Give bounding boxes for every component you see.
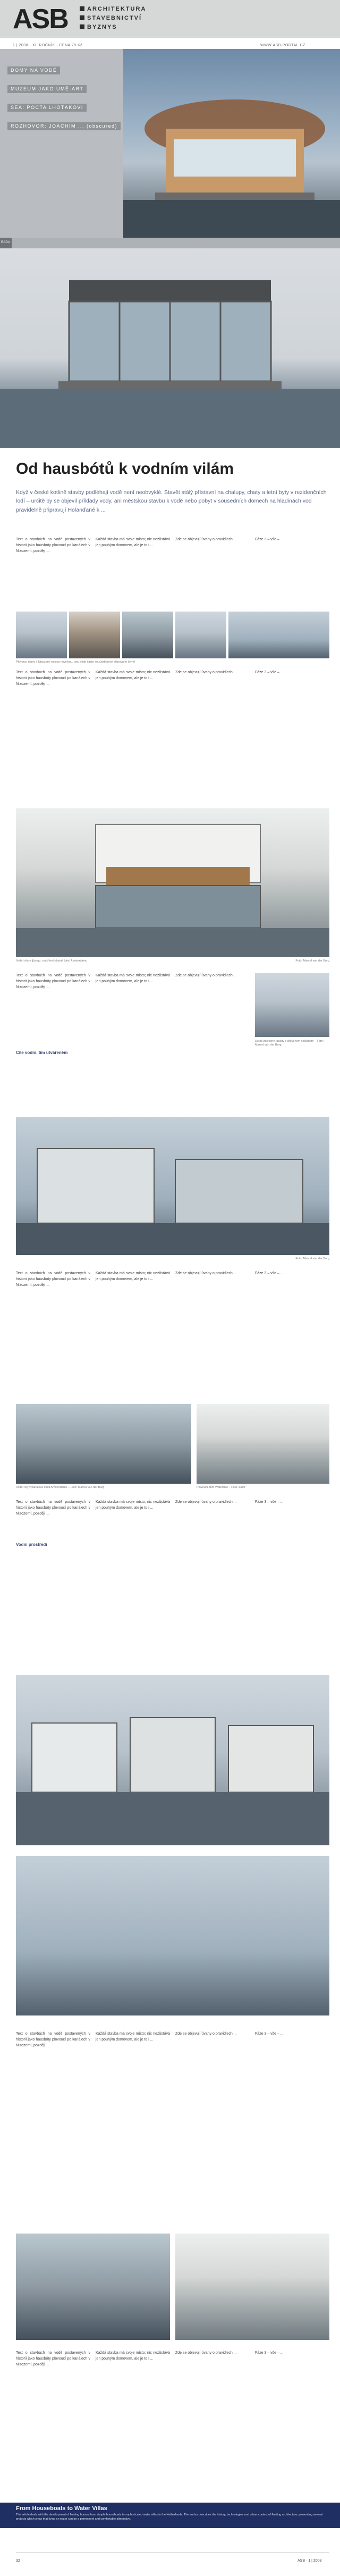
photo-caption: Plovoucí dům Waterlinie – Foto: autor [197,1486,245,1489]
photo-credit: Foto: Marcel van der Burg [295,1257,329,1260]
photo-water-villa-ijburg [16,808,329,957]
article-column: Zde se objevují úvahy o pravidlech ... [175,1500,237,1504]
photo-canal-villas [16,2234,170,2340]
photo-marina [16,1856,329,2015]
page-number: 32 [16,2559,20,2563]
article-column: Text o stavbách na vodě postavených v historii jako hausbóty plovoucí po kanálech v Nizozemí, později ... [16,974,90,989]
photo-caption: Plovoucí domy v Nizozemí nejsou novinkou, jsou však často součástí nové plánované čtvrtě [16,660,135,664]
floating-house-illustration [123,49,340,238]
cover-photo-floating-house [123,49,340,238]
article-column: Každá stavba má svoje místo; nic nezůstává jen pouhým domovem, ale je to i ... [96,2351,170,2361]
website-info: WWW.ASB-PORTAL.CZ [260,44,305,47]
photo-floating-house [175,2234,329,2340]
article-column: Fáze 3 – vše – ... [255,1272,284,1275]
photo-waterfront [16,1117,329,1255]
cover-topic-item: MUZEUM JAKO UMĚ-ART [7,85,87,93]
article-column: Zde se objevují úvahy o pravidlech ... [175,974,237,977]
article-column: Každá stavba má svoje místo; nic nezůstává jen pouhým domovem, ale je to i ... [96,974,170,983]
photo-caption: Vodní vily v kanálové části Amsterdamu – Foto: Marcel van der Burg [16,1486,105,1489]
article-column: Zde se objevují úvahy o pravidlech ... [175,671,237,674]
photo-canal-houseboats [228,612,329,658]
issue-info: 1 | 2008 · XI. ROČNÍK · CENA 79 Kč [13,44,83,47]
photo-floating-villa-row [16,1675,329,1845]
article-title: Od hausbótů k vodním vilám [16,460,234,478]
english-summary-text: The article deals with the development of floating houses from simple houseboats to sophisticated water villas in the Netherlands. The author describes the history, technologies and urban context of floating architecture, presenting several projects which show that living on water can be a permanent and comfortable alternative. [16,2513,323,2521]
cover-photo-left [0,49,123,238]
article-column: Zde se objevují úvahy o pravidlech ... [175,2351,237,2355]
article-column: Každá stavba má svoje místo; nic nezůstává jen pouhým domovem, ale je to i ... [96,1272,170,1281]
article-column: Text o stavbách na vodě postavených v historii jako hausbóty plovoucí po kanálech v Nizozemí, později ... [16,671,90,686]
article-column: Fáze 3 – vše – ... [255,538,284,541]
article-column: Každá stavba má svoje místo; nic nezůstává jen pouhým domovem, ale je to i ... [96,538,170,547]
tagline-item: STAVEBNICTVÍ [80,15,142,21]
cover-topic-item: DOMY NA VODĚ [7,66,60,74]
article-column: Fáze 3 – vše – ... [255,671,284,674]
article-column: Zde se objevují úvahy o pravidlech ... [175,538,237,541]
cover-caption-bar [0,238,340,248]
photo-caption: Vodní vila v Ijburgu, rozšíření obytné části Amsterdamu [16,959,88,963]
villa-row-illustration [16,1675,329,1845]
side-tab: RADA [0,238,12,248]
cover-photo-water-villa [0,248,340,448]
section-subhead: Cíle vodní, tím utvářeném [16,1050,68,1055]
water-villa-illustration [0,248,340,448]
photo-credit: Foto: Marcel van der Burg [295,959,329,963]
article-column: Každá stavba má svoje místo; nic nezůstává jen pouhým domovem, ale je to i ... [96,2032,170,2042]
photo-houseboat [175,612,226,658]
photo-caption: Detail zasklené fasády s dřevěným obkladem – Foto: Marcel van der Burg [255,1040,324,1047]
photo-houseboat [122,612,173,658]
article-column: Fáze 3 – vše – ... [255,1500,284,1504]
article-column: Text o stavbách na vodě postavených v historii jako hausbóty plovoucí po kanálech v Nizozemí, později ... [16,1272,90,1287]
article-column: Zde se objevují úvahy o pravidlech ... [175,2032,237,2036]
photo-houseboat [69,612,120,658]
photo-floating-house-waterlinie [197,1404,329,1484]
photo-houseboat [16,612,67,658]
article-column: Zde se objevují úvahy o pravidlech ... [175,1272,237,1275]
article-column: Text o stavbách na vodě postavených v historii jako hausbóty plovoucí po kanálech v Nizozemí, později ... [16,538,90,553]
article-column: Každá stavba má svoje místo; nic nezůstává jen pouhým domovem, ale je to i ... [96,1500,170,1510]
magazine-logo: ASB [13,4,68,35]
section-subhead: Vodní prostředí [16,1542,47,1547]
water-villa-illustration [16,808,329,957]
waterfront-illustration [16,1117,329,1255]
photo-detail [255,973,329,1037]
tagline-item: BYZNYS [80,24,117,30]
tagline-item: ARCHITEKTURA [80,6,146,12]
article-column: Text o stavbách na vodě postavených v historii jako hausbóty plovoucí po kanálech v Nizozemí, později ... [16,2351,90,2366]
article-column: Text o stavbách na vodě postavených v historii jako hausbóty plovoucí po kanálech v Nizozemí, později ... [16,1500,90,1516]
article-column: Text o stavbách na vodě postavených v historii jako hausbóty plovoucí po kanálech v Nizozemí, později ... [16,2032,90,2047]
photo-canal-villas [16,1404,191,1484]
cover-topic-item: ROZHOVOR: JOACHIM ... (obscured) [7,122,121,130]
cover-topic-item: SEA: POCTA LHOTÁKOVI [7,104,87,112]
article-lead: Když v české kotlině stavby podléhají vodě není neobvyklé. Stavět stálý přístavní na chalupy, chaty a letní byty v rezidenčních lodí – určitě by se objevil příklady vody, ani městskou stavbu k vodě nebo pobyt v sousedních domech na hladinách vod pravidelně připravují Holanďané k ... [16,489,327,513]
issue-footer: ASB · 1 | 2008 [298,2559,322,2563]
article-column: Fáze 3 – vše – ... [255,2351,284,2355]
article-column: Každá stavba má svoje místo; nic nezůstává jen pouhým domovem, ale je to i ... [96,671,170,680]
article-column: Fáze 3 – vše – ... [255,2032,284,2036]
english-summary-title: From Houseboats to Water Villas [16,2505,107,2512]
